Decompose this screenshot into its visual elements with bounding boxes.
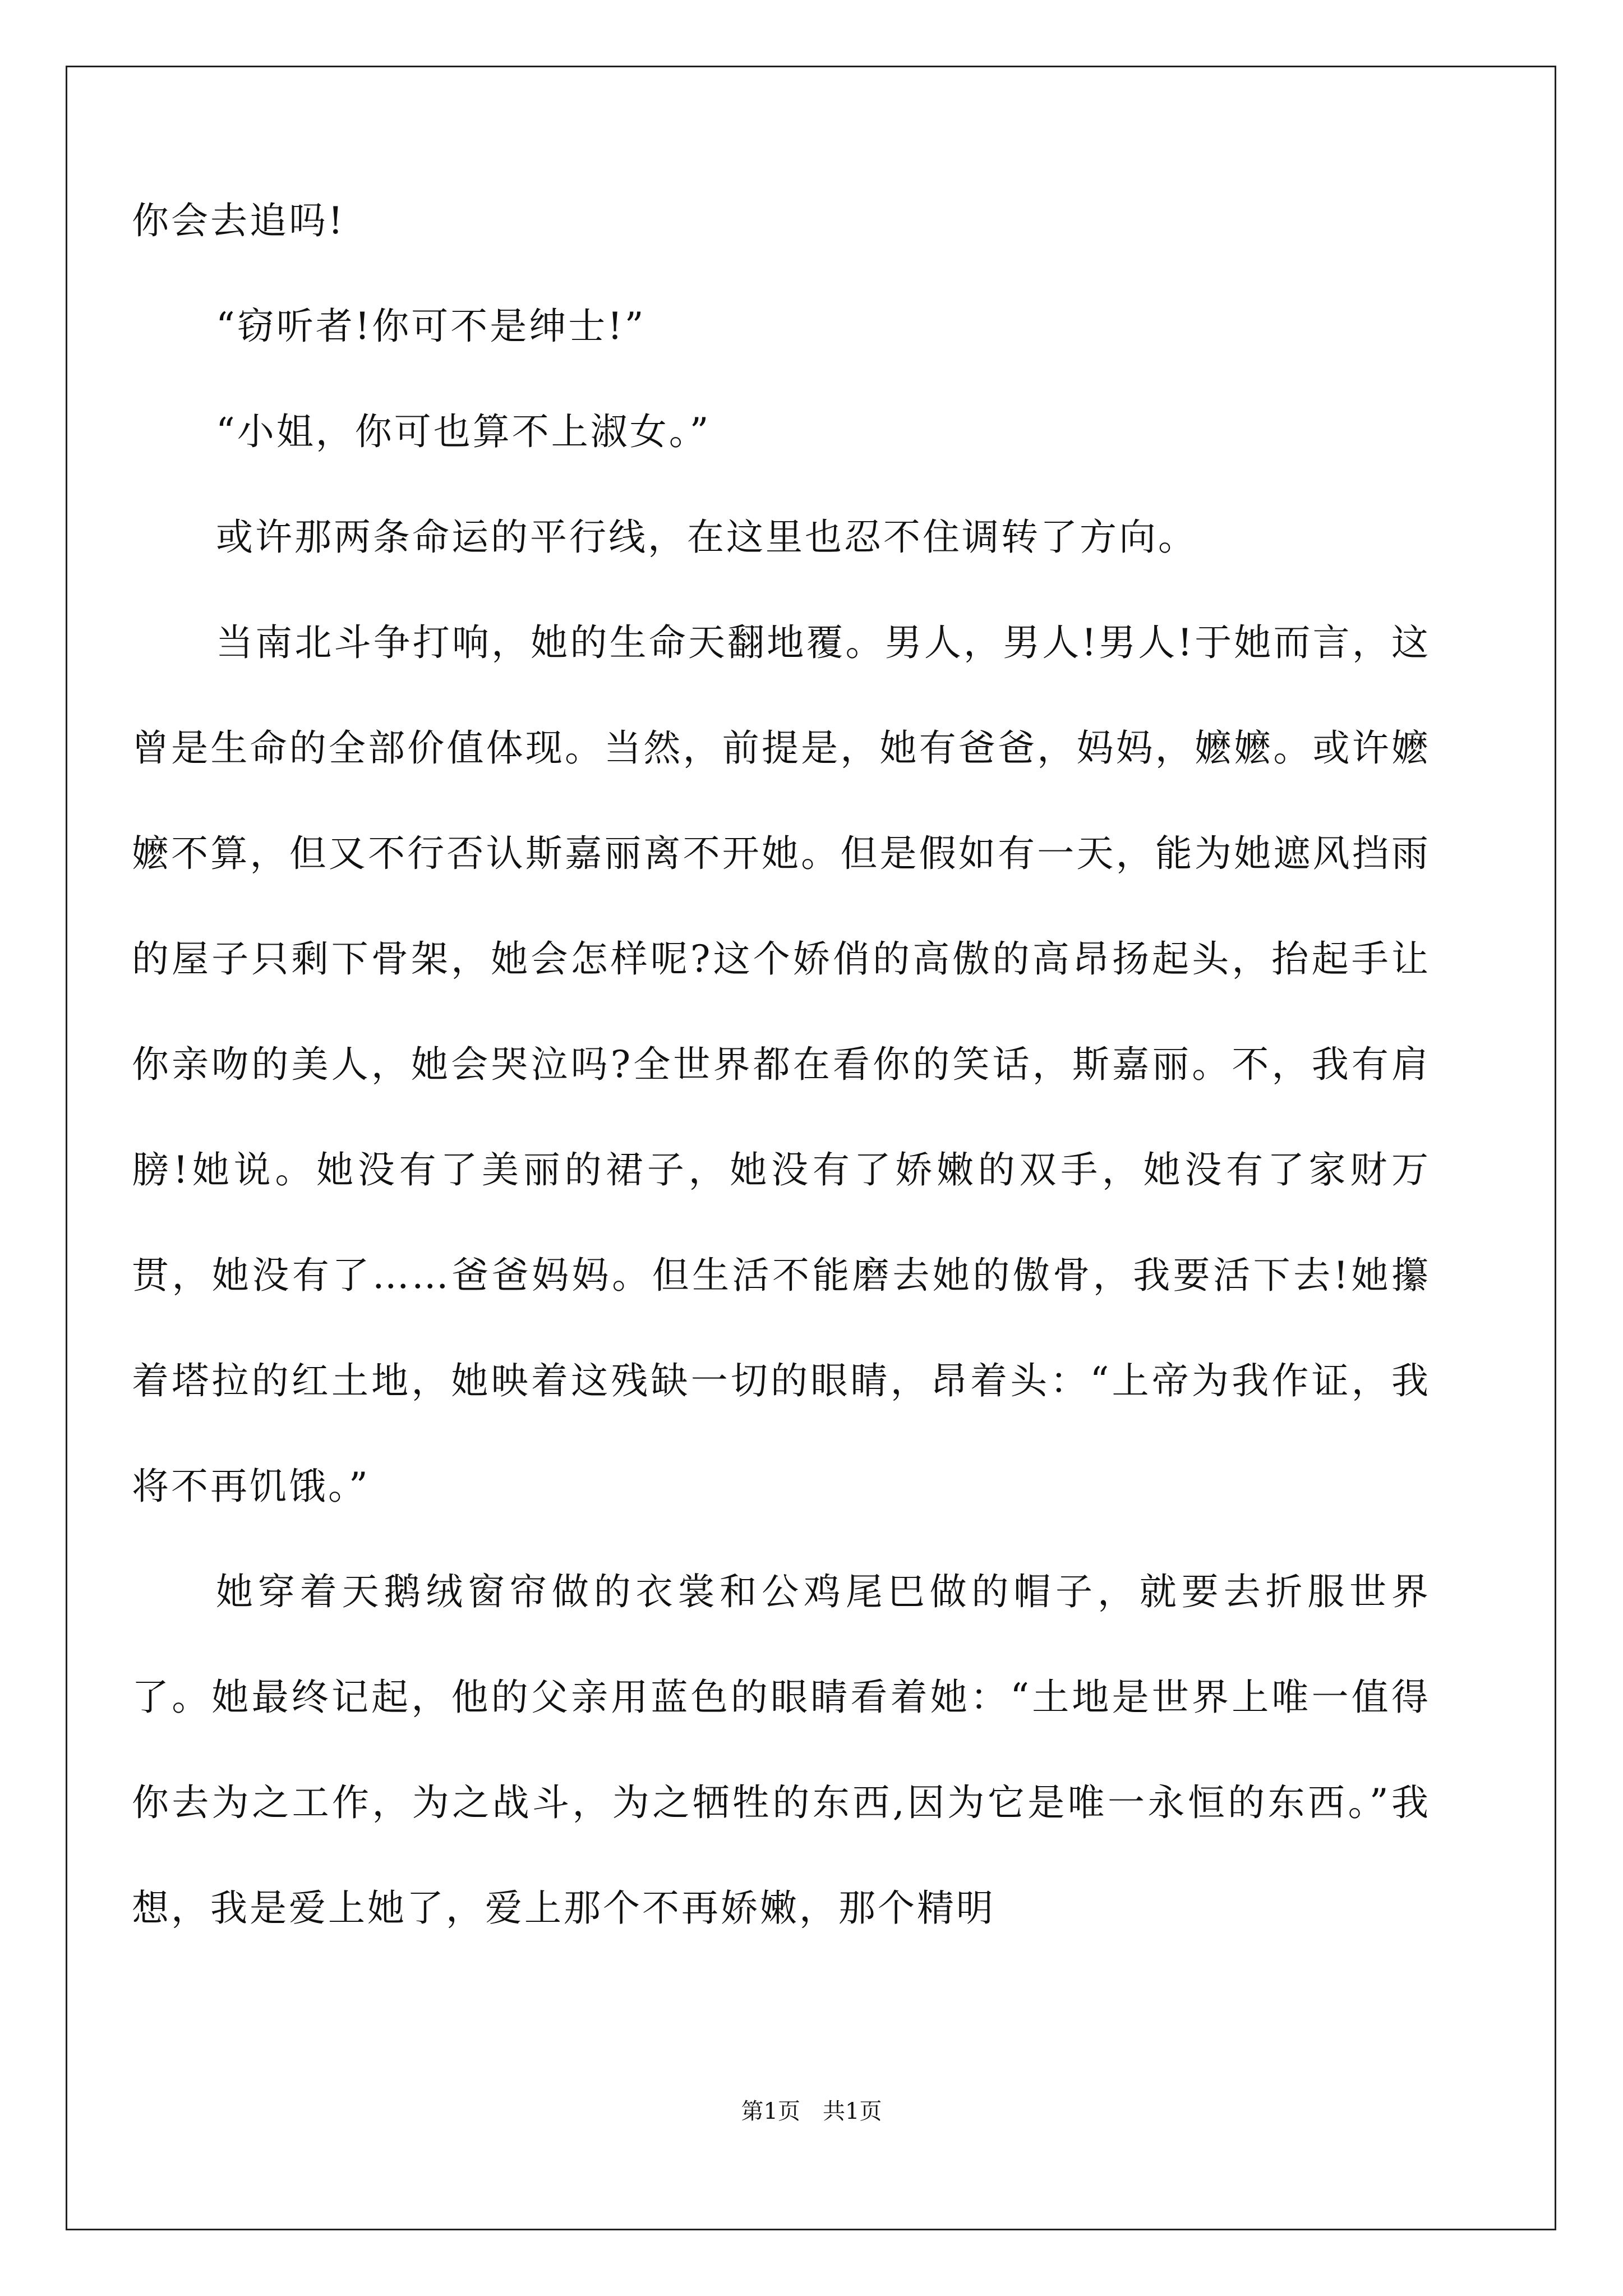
paragraph-3: “小姐，你可也算不上淑女。” bbox=[216, 410, 711, 453]
paragraph-2: “窃听者!你可不是绅士!” bbox=[216, 305, 646, 348]
page-footer: 第1页 共1页 bbox=[741, 2099, 882, 2124]
paragraph-5: 当南北斗争打响，她的生命天翻地覆。男人，男人!男人!于她而言，这曾是生命的全部价值体现。当然，前提是，她有爸爸，妈妈，嬷嬷。或许嬷嬷不算，但又不行否认斯嘉丽离不开她。但是假如有一天，能为她遮风挡雨的屋子只剩下骨架，她会怎样呢?这个娇俏的高傲的高昂扬起头，抬起手让你亲吻的美人，她会哭泣吗?全世界都在看你的笑话，斯嘉丽。不，我有肩膀!她说。她没有了美丽的裙子，她没有了娇嫩的双手，她没有了家财万贯，她没有了……爸爸妈妈。但生活不能磨去她的傲骨，我要活下去!她攥着塔拉的红土地，她映着这残缺一切的眼睛，昂着头：“上帝为我作证，我将不再饥饿。” bbox=[132, 621, 1431, 1508]
paragraph-4: 或许那两条命运的平行线，在这里也忍不住调转了方向。 bbox=[216, 516, 1197, 559]
paragraph-6: 她穿着天鹅绒窗帘做的衣裳和公鸡尾巴做的帽子，就要去折服世界了。她最终记起，他的父亲用蓝色的眼睛看着她：“土地是世界上唯一值得你去为之工作，为之战斗，为之牺牲的东西,因为它是唯一永恒的东西。”我想，我是爱上她了，爱上那个不再娇嫩，那个精明 bbox=[132, 1570, 1431, 1930]
document-body bbox=[132, 168, 1431, 1961]
paragraph-1: 你会去追吗! bbox=[132, 199, 345, 242]
